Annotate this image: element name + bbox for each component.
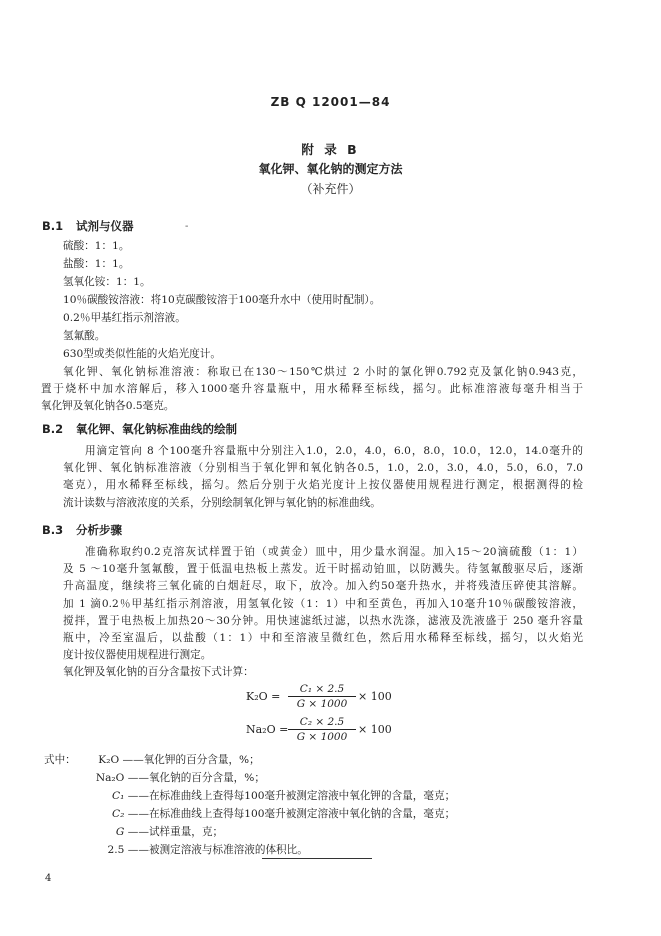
definition-symbol: G: [115, 826, 125, 838]
reagent-item: 氢氧化铵：1：1。: [63, 276, 151, 288]
paragraph-line: 毫克），用水稀释至标线，摇匀。然后分别于火焰光度计上按仪器使用规程进行测定，根据测得的检: [63, 479, 583, 492]
section-number: B.1: [42, 219, 64, 233]
paragraph-line: 度计按仪器使用规程进行测定。: [63, 649, 212, 662]
formula-denominator: G × 1000: [296, 698, 348, 710]
where-label: 式中：: [44, 754, 76, 766]
section-number: B.3: [42, 523, 64, 537]
paragraph-line: 瓶中，冷至室温后，以盐酸（1：1）中和至溶液呈微红色，然后用水稀释至标线，摇匀，以火焰光: [63, 632, 583, 645]
paragraph-line: 准确称取约0.2克溶灰试样置于铂（或黄金）皿中，用少量水润湿。加入15～20滴硫酸（1：1）: [85, 546, 583, 558]
appendix-title: 氧化钾、氧化钠的测定方法: [258, 162, 403, 176]
end-rule: [262, 858, 372, 859]
section-b1-heading: [42, 218, 134, 234]
reagent-item: 氢氟酸。: [63, 330, 106, 342]
reagent-item: 盐酸：1：1。: [63, 258, 130, 270]
paragraph-line: 用滴定管向 8 个100毫升容量瓶中分别注入1.0，2.0，4.0，6.0，8.0，10.0，12.0，14.0毫升的: [85, 445, 583, 457]
variable-definition: [44, 788, 455, 803]
section-title: 试剂与仪器: [76, 219, 134, 233]
variable-definition: [44, 770, 265, 785]
reagent-item: 630型或类似性能的火焰光度计。: [63, 348, 221, 360]
variable-definition: [44, 752, 260, 767]
formula-rhs: × 100: [358, 690, 392, 703]
paragraph-line: 置于烧杯中加水溶解后，移入1000毫升容量瓶中，用水稀释至标线，摇匀。此标准溶液每毫升相当于: [41, 383, 583, 396]
formula-rhs: × 100: [358, 723, 392, 736]
formula-fraction: [288, 716, 356, 743]
calibration-paragraph: [63, 443, 583, 512]
standard-solution-paragraph: [41, 364, 583, 416]
procedure-paragraph: [63, 544, 583, 664]
definition-symbol: 2.5: [107, 844, 125, 856]
definition-text: ——氧化钾的百分含量，%；: [122, 754, 260, 766]
stray-mark: -: [185, 221, 189, 232]
formula-denominator: G × 1000: [296, 731, 348, 743]
definition-text: ——氧化钠的百分含量，%；: [127, 772, 265, 784]
paragraph-line: 氧化钾、氧化钠标准溶液（分别相当于氧化钾和氧化钠各0.5，1.0，2.0，3.0，4.0，5.0，6.0，7.0: [63, 462, 583, 475]
formula-lhs: K₂O =: [246, 690, 281, 703]
definition-symbol: Na₂O: [95, 772, 125, 784]
section-title: 氧化钾、氧化钠标准曲线的绘制: [76, 422, 238, 436]
section-b2-heading: [42, 421, 237, 437]
formula-fraction: [288, 683, 356, 710]
standard-code-header: ZB Q 12001—84: [270, 95, 391, 109]
definition-text: ——被测定溶液与标准溶液的体积比。: [127, 844, 308, 856]
appendix-label: 附 录 B: [301, 142, 360, 157]
paragraph-line: 升高温度，继续将三氧化硫的白烟赶尽，取下，放冷。加入约50毫升热水，并将残渣压碎使其溶解。: [63, 580, 583, 593]
reagent-item: 硫酸：1：1。: [63, 240, 130, 252]
definition-text: ——在标准曲线上查得每100毫升被测定溶液中氧化钾的含量，毫克；: [127, 790, 456, 802]
variable-definition: [44, 842, 308, 857]
paragraph-line: 加 1 滴0.2％甲基红指示剂溶液，用氢氧化铵（1：1）中和至黄色，再加入10毫升10％碳酸铵溶液，: [63, 597, 583, 610]
definition-symbol: C₁: [112, 790, 125, 802]
definition-text: ——试样重量，克；: [127, 826, 224, 838]
formula-k2o: [246, 683, 406, 717]
section-b3-heading: [42, 522, 122, 538]
definition-text: ——在标准曲线上查得每100毫升被测定溶液中氧化钠的含量，毫克；: [127, 808, 456, 820]
variable-definition: [44, 806, 455, 821]
variable-definition: [44, 824, 223, 839]
reagent-item: 0.2％甲基红指示剂溶液。: [63, 312, 186, 324]
appendix-supplement-note: （补充件）: [300, 182, 361, 196]
calculation-intro: 氧化钾及氧化钠的百分含量按下式计算：: [63, 666, 254, 678]
paragraph-line: 氧化钾、氧化钠标准溶液：称取已在130～150℃烘过 2 小时的氯化钾0.792克及氯化钠0.943克，: [63, 366, 583, 378]
formula-lhs: Na₂O =: [246, 723, 289, 736]
definition-symbol: K₂O: [98, 754, 120, 766]
section-number: B.2: [42, 422, 64, 436]
formula-na2o: [246, 716, 406, 750]
paragraph-line: 及 5 ～10毫升氢氟酸，置于低温电热板上蒸发。近干时摇动铂皿，以防溅失。待氢氟酸驱尽后，逐渐: [63, 563, 583, 576]
definition-symbol: C₂: [112, 808, 125, 820]
page-number: 4: [45, 873, 52, 884]
paragraph-line: 搅拌，置于电热板上加热20～30分钟。用快速滤纸过滤，以热水洗涤，滤液及洗液盛于 250 毫升容量: [63, 614, 583, 627]
formula-numerator: C₁ × 2.5: [288, 683, 356, 697]
formula-numerator: C₂ × 2.5: [288, 716, 356, 730]
reagent-item: 10％碳酸铵溶液：将10克碳酸铵溶于100毫升水中（使用时配制）。: [63, 294, 381, 306]
paragraph-line: 流计读数与溶液浓度的关系，分别绘制氧化钾与氧化钠的标准曲线。: [63, 496, 381, 509]
section-title: 分析步骤: [76, 523, 123, 537]
paragraph-line: 氧化钾及氧化钠各0.5毫克。: [41, 400, 175, 413]
